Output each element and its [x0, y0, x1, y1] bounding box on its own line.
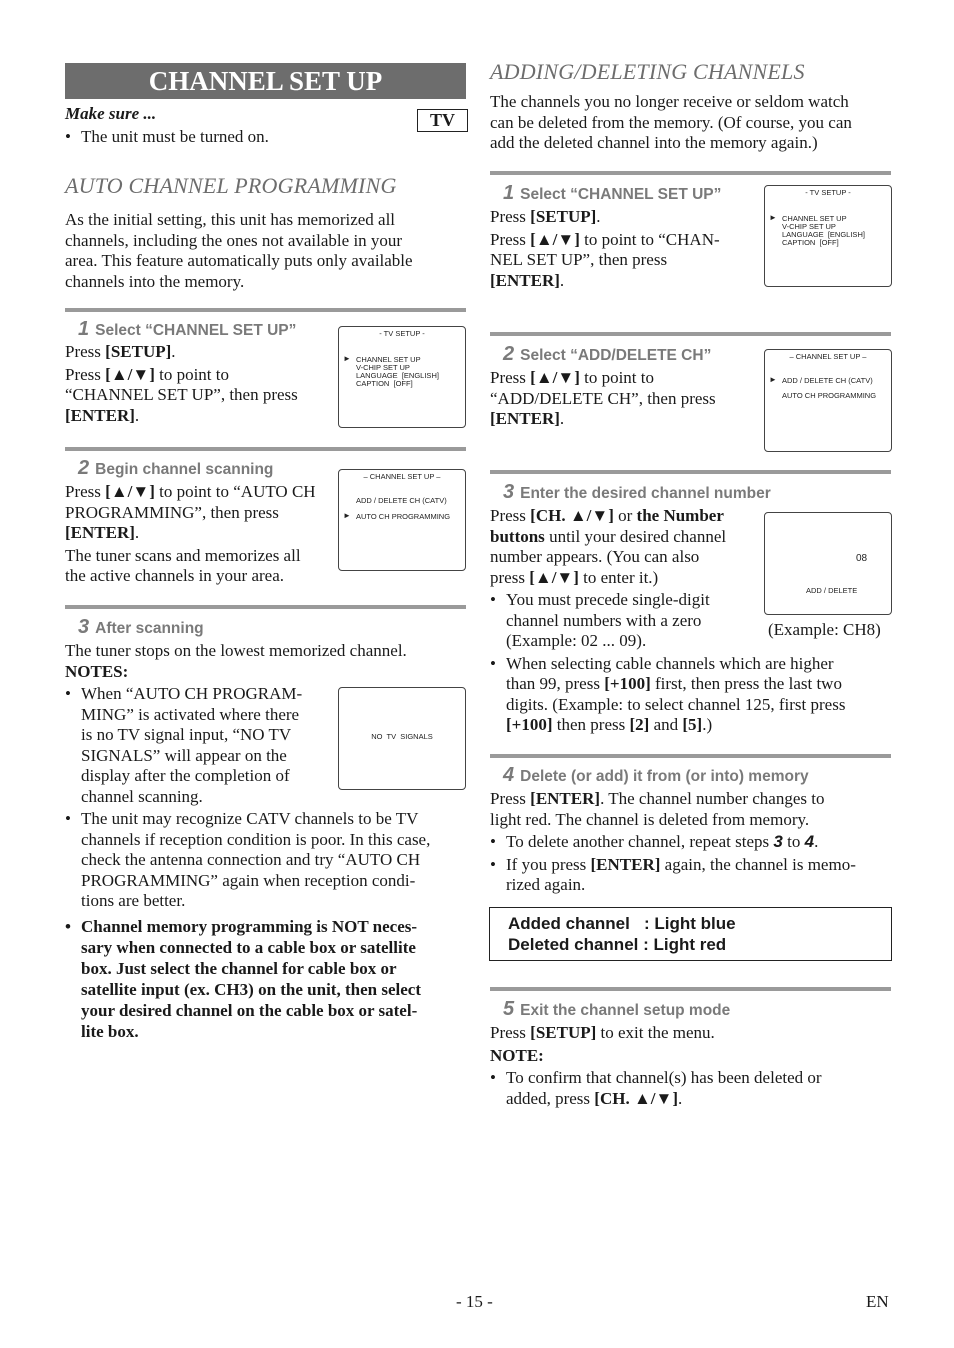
tv-setup-screen	[338, 326, 466, 428]
step-5-text	[490, 1023, 895, 1109]
note-bullet	[65, 916, 466, 1042]
menu-row: AUTO CH PROGRAMMING	[356, 512, 451, 521]
cursor-icon: ►	[769, 375, 777, 384]
note-bullet	[65, 809, 466, 912]
text: sary when connected to a cable box or satellite	[81, 937, 416, 957]
text: (Example: 02 ... 09).	[506, 631, 647, 650]
intro-line: channels, including the ones not available in your	[65, 230, 403, 250]
step-2-heading	[78, 457, 273, 480]
menu-row: CAPTION [OFF]	[782, 238, 839, 247]
text: .	[677, 1088, 683, 1108]
text: to point to “CHAN-	[579, 229, 720, 249]
text: to	[782, 832, 805, 851]
screen-header: – CHANNEL SET UP –	[363, 472, 441, 481]
text: check the antenna connection and try “AUTO CH	[81, 850, 421, 869]
screen-header: – CHANNEL SET UP –	[789, 352, 867, 361]
step-title: Select “ADD/DELETE CH”	[520, 347, 712, 364]
adding-deleting-heading: ADDING/DELETING CHANNELS	[490, 59, 805, 84]
text: • You must precede single-digit	[506, 590, 710, 609]
menu-row: ADD / DELETE CH (CATV)	[356, 496, 447, 505]
note-bullet	[490, 1068, 895, 1109]
text: number appears. (You can also	[490, 547, 700, 566]
screen-header: - TV SETUP -	[379, 329, 425, 338]
menu-row: CHANNEL SET UP	[782, 214, 847, 223]
menu-row: AUTO CH PROGRAMMING	[782, 391, 877, 400]
step-1-heading	[78, 318, 296, 341]
setup-key: [SETUP]	[530, 1023, 597, 1042]
step-5-heading	[503, 998, 730, 1021]
channel-color-legend	[489, 907, 892, 961]
text: is no TV signal input, “NO TV	[81, 725, 292, 744]
text: “CHANNEL SET UP”, then press	[65, 385, 298, 404]
enter-key: [ENTER]	[65, 405, 135, 425]
enter-key: [ENTER]	[590, 854, 661, 874]
menu-row: V-CHIP SET UP	[782, 222, 836, 231]
intro-line: can be deleted from the memory. (Of course, you can	[490, 112, 852, 132]
ch-keys: [CH. ▲/▼]	[594, 1088, 678, 1108]
text: rized again.	[506, 875, 586, 894]
screen-header: - TV SETUP -	[805, 188, 851, 197]
step-number: 4	[503, 764, 515, 786]
menu-row: V-CHIP SET UP	[356, 363, 410, 372]
step-number: 5	[503, 998, 515, 1020]
text: display after the completion of	[81, 766, 290, 785]
text: To delete another channel, repeat steps	[506, 832, 774, 851]
text: Press	[490, 207, 531, 226]
divider	[65, 605, 466, 609]
number-buttons: the Number	[636, 506, 724, 525]
arrow-keys: [▲/▼]	[530, 229, 580, 249]
text: PROGRAMMING”, then press	[65, 502, 279, 522]
deleted-channel-legend: Deleted channel : Light red	[508, 935, 727, 954]
note-bullet	[490, 855, 895, 896]
text: Press	[490, 789, 531, 808]
note-bullet	[490, 832, 895, 853]
text: box. Just select the channel for cable box or	[81, 958, 397, 978]
intro-line: The channels you no longer receive or seldom watch	[490, 92, 849, 111]
screen-label: ADD / DELETE	[806, 586, 858, 595]
step-number: 1	[78, 318, 90, 340]
text: • The unit may recognize CATV channels to be TV	[81, 809, 419, 828]
menu-row: LANGUAGE [ENGLISH]	[356, 371, 439, 380]
text: until your desired channel	[544, 526, 727, 546]
text: digits. (Example: to select channel 125, first press	[506, 694, 846, 714]
tv-setup-screen	[764, 185, 892, 287]
text: .	[596, 207, 601, 226]
text: Press	[65, 364, 106, 384]
step-number: 1	[503, 182, 515, 204]
step-title: Exit the channel setup mode	[520, 1002, 731, 1019]
text: • When “AUTO CH PROGRAM-	[81, 684, 303, 703]
text: press	[490, 567, 530, 587]
make-sure-label: Make sure ...	[65, 104, 157, 123]
step-3-heading	[503, 481, 771, 504]
enter-key: [ENTER]	[490, 409, 560, 428]
intro-line: As the initial setting, this unit has memorized all	[65, 210, 396, 229]
channel-setup-screen	[764, 349, 892, 452]
text: .	[559, 409, 565, 428]
text: PROGRAMMING” again when reception condi-	[81, 870, 416, 890]
intro-line: add the deleted channel into the memory again.)	[490, 133, 818, 152]
menu-row: ADD / DELETE CH (CATV)	[782, 376, 873, 385]
text: to point to	[579, 368, 655, 387]
step-1-text	[490, 207, 760, 291]
text: and	[649, 715, 683, 734]
right-intro	[490, 92, 895, 154]
text: . The channel number changes to	[600, 789, 825, 808]
step-title: Select “CHANNEL SET UP”	[520, 186, 722, 203]
text: .	[559, 270, 565, 290]
intro-line: channels into the memory.	[65, 271, 245, 291]
text: channel numbers with a zero	[506, 610, 702, 630]
divider	[65, 308, 466, 312]
step-3-heading	[78, 616, 204, 639]
note-label: NOTE:	[490, 1045, 544, 1065]
text: Press	[490, 1023, 531, 1042]
text: or	[613, 506, 637, 525]
text: satellite input (ex. CH3) on the unit, then select	[81, 979, 421, 999]
make-sure-item	[65, 127, 269, 148]
cursor-icon: ►	[769, 213, 777, 222]
no-signal-screen	[338, 687, 466, 790]
enter-key: [ENTER]	[65, 523, 135, 542]
divider	[490, 171, 891, 175]
text: .	[134, 523, 140, 542]
menu-row: LANGUAGE [ENGLISH]	[782, 230, 865, 239]
step-1-heading	[503, 182, 721, 205]
text: to exit the menu.	[596, 1023, 715, 1042]
digit-key: [2]	[629, 715, 650, 734]
step-2-text	[65, 482, 337, 587]
divider	[490, 987, 891, 991]
note-bullet	[490, 654, 895, 736]
channel-setup-screen	[338, 469, 466, 571]
step-title: Select “CHANNEL SET UP”	[95, 322, 297, 339]
text: .	[171, 342, 176, 361]
setup-key: [SETUP]	[105, 342, 172, 361]
text: .	[134, 405, 140, 425]
plus100-key: [+100]	[604, 674, 651, 693]
digit-key: [5]	[682, 715, 703, 734]
screen-text: NO TV SIGNALS	[371, 732, 433, 741]
step-number: 2	[78, 457, 90, 479]
text: NEL SET UP”, then press	[490, 250, 668, 269]
intro-line: area. This feature automatically puts only available	[65, 251, 413, 270]
arrow-keys: [▲/▼]	[105, 482, 155, 501]
text: The tuner scans and memorizes all	[65, 545, 301, 565]
arrow-keys: [▲/▼]	[529, 567, 579, 587]
text: Press	[490, 229, 531, 249]
step-ref: 4	[804, 832, 815, 851]
text: to enter it.)	[578, 567, 659, 587]
text: • Channel memory programming is NOT neces-	[81, 916, 418, 936]
menu-row: CHANNEL SET UP	[356, 355, 421, 364]
text: than 99, press	[506, 674, 605, 693]
added-channel-legend: Added channel : Light blue	[508, 914, 736, 933]
step-title: Begin channel scanning	[95, 461, 274, 478]
text: added, press	[506, 1088, 595, 1108]
step-4-heading	[503, 764, 809, 787]
auto-channel-heading: AUTO CHANNEL PROGRAMMING	[65, 173, 397, 198]
channel-number: 08	[856, 553, 868, 564]
text: first, then press the last two	[650, 674, 842, 693]
step-title: Enter the desired channel number	[520, 485, 771, 502]
cursor-icon: ►	[343, 511, 351, 520]
text: “ADD/DELETE CH”, then press	[490, 388, 716, 408]
auto-intro	[65, 210, 465, 292]
text: Press	[490, 368, 531, 387]
text: • When selecting cable channels which are higher	[506, 653, 834, 673]
text: .)	[702, 715, 713, 734]
step-number: 3	[78, 616, 90, 638]
make-sure-bullet: • The unit must be turned on.	[65, 127, 269, 148]
step-title: After scanning	[95, 620, 204, 637]
text: • To confirm that channel(s) has been deleted or	[506, 1068, 822, 1087]
text: lite box.	[81, 1021, 139, 1041]
text: channels if reception condition is poor. In this case,	[81, 829, 431, 849]
plus100-key: [+100]	[506, 715, 553, 734]
text: Press	[490, 506, 531, 525]
text: tions are better.	[81, 891, 186, 910]
page-number: - 15 -	[456, 1292, 493, 1311]
step-ref: 3	[773, 832, 783, 851]
notes-label: NOTES:	[65, 661, 129, 681]
step-2-heading	[503, 343, 711, 366]
step-1-text	[65, 342, 335, 426]
arrow-keys: [▲/▼]	[105, 364, 155, 384]
divider	[65, 447, 466, 451]
setup-key: [SETUP]	[530, 207, 597, 226]
step-number: 2	[503, 343, 515, 365]
text: MING” is activated where there	[81, 704, 300, 724]
text: Press	[65, 342, 106, 361]
step-title: Delete (or add) it from (or into) memory	[520, 768, 809, 785]
text: your desired channel on the cable box or satel-	[81, 1000, 418, 1020]
example-caption: (Example: CH8)	[768, 620, 881, 639]
enter-key: [ENTER]	[530, 789, 601, 808]
text: The tuner stops on the lowest memorized channel.	[65, 641, 407, 660]
text: light red. The channel is deleted from memory.	[490, 809, 810, 829]
text: to point to “AUTO CH	[154, 482, 316, 501]
menu-row: CAPTION [OFF]	[356, 379, 413, 388]
page-title: CHANNEL SET UP	[65, 63, 466, 99]
tv-badge: TV	[417, 109, 468, 132]
enter-key: [ENTER]	[490, 270, 560, 290]
divider	[490, 470, 891, 474]
text: .	[814, 832, 819, 851]
text: to point to	[154, 364, 230, 384]
step-number: 3	[503, 481, 515, 503]
text: channel scanning.	[81, 786, 203, 806]
language-code: EN	[866, 1292, 889, 1311]
divider	[490, 754, 891, 758]
divider	[490, 332, 891, 336]
text: again, the channel is memo-	[660, 854, 856, 874]
number-buttons: buttons	[490, 526, 545, 546]
text: If you press	[506, 854, 591, 874]
text: SIGNALS” will appear on the	[81, 745, 287, 765]
ch-keys: [CH. ▲/▼]	[530, 506, 614, 525]
step-2-text	[490, 368, 760, 430]
text: Press	[65, 482, 106, 501]
text: the active channels in your area.	[65, 566, 285, 585]
step-4-text	[490, 789, 895, 896]
arrow-keys: [▲/▼]	[530, 368, 580, 387]
cursor-icon: ►	[343, 354, 351, 363]
text: then press	[552, 715, 630, 734]
channel-entry-screen	[764, 512, 892, 615]
